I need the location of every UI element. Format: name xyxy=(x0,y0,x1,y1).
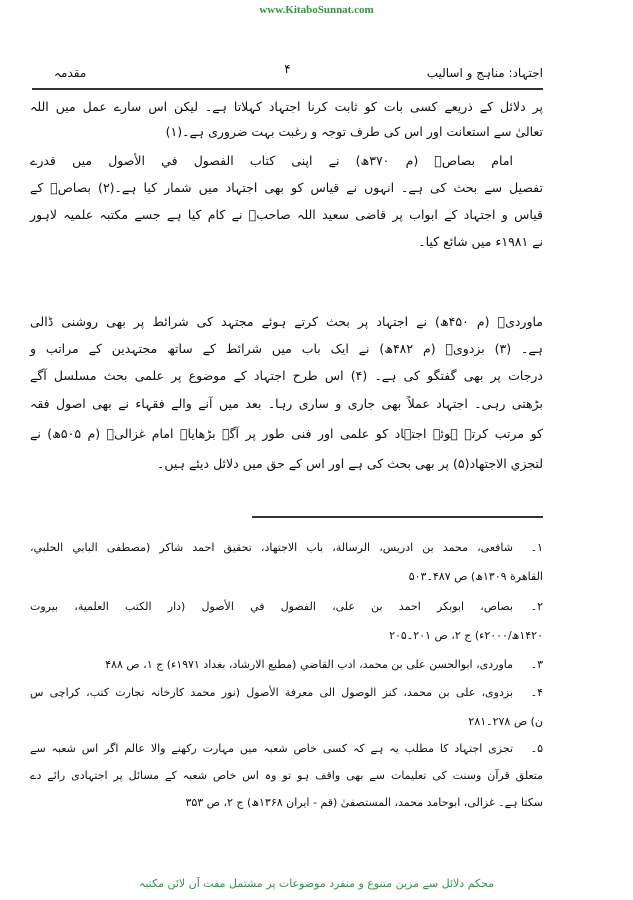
footnote-text: بصاص، ابوبکر احمد بن علی، الفصول في الأصول (دار الكتب العلمية، بیروت xyxy=(30,600,513,613)
footnote-divider xyxy=(252,516,543,518)
footnote-number: ۳۔ xyxy=(530,658,543,671)
body-line: کو مرتب کرتے ہوئے اجتہاد کو علمی اور فنی طور پر آگے بڑھایا۔ امام غزالیؒ (م ۵۰۵ھ) نے xyxy=(30,426,543,441)
footnote-text: تجزی اجتہاد کا مطلب یہ ہے کہ کسی خاص شعبہ میں مہارت رکھنے والا عالم اگر اس شعبہ سے xyxy=(30,742,513,755)
body-line: ماوردیؒ (م ۴۵۰ھ) نے اجتہاد پر بحث کرتے ہوئے مجتہد کی شرائط پر بھی روشنی ڈالی xyxy=(30,314,543,329)
body-line: امام بصاصؒ (م ۳۷۰ھ) نے اپنی کتاب الفصول في الأصول میں قدرے xyxy=(30,153,513,168)
footnote-3 xyxy=(30,656,543,674)
footnote-5 xyxy=(30,740,543,758)
footnote-line: سکتا ہے۔ غزالی، ابوحامد محمد، المستصفیٰ (قم - ایران ۱۳۶۸ھ) ج ۲، ص ۳۵۳ xyxy=(185,796,543,809)
footnote-number: ۱۔ xyxy=(530,541,543,554)
body-line: بڑھتی رہی۔ اجتہاد عملاً بھی جاری و ساری رہا۔ بعد میں آنے والے فقہاء نے بھی اصول فقہ xyxy=(30,396,543,411)
page-number: ۴ xyxy=(284,62,291,76)
header-divider xyxy=(32,88,543,90)
footnote-number: ۵۔ xyxy=(530,742,543,755)
footnote-text: شافعی، محمد بن ادریس، الرسالة، باب الاجتهاد، تحقیق احمد شاکر (مصطفى البابي الحلبي، xyxy=(30,541,513,554)
watermark-url[interactable]: www.KitaboSunnat.com xyxy=(259,4,374,16)
footnote-line: ن) ص ۲۷۸۔۲۸۱ xyxy=(468,715,543,728)
body-line: قیاس و اجتہاد کے ابواب پر قاضی سعید اللہ صاحبؒ نے کام کیا ہے جسے مکتبہ علمیہ لاہور xyxy=(30,207,543,222)
section-title: مقدمہ xyxy=(54,66,87,80)
footnote-line: ۱۴۲۰ھ/۲۰۰۰ء) ج ۲، ص ۲۰۱۔۲۰۵ xyxy=(389,629,543,642)
footnote-line: القاهرة ۱۳۰۹ھ) ص ۴۸۷۔۵۰۳ xyxy=(408,570,543,583)
footnote-number: ۴۔ xyxy=(530,686,543,699)
body-line: لتجزي الاجتهاد(۵) پر بھی بحث کی ہے اور اس کے حق میں دلائل دیئے ہیں۔ xyxy=(157,456,543,471)
footnote-text: ماوردی، ابوالحسن علی بن محمد، ادب القاضي (مطبع الارشاد، بغداد ۱۹۷۱ء) ج ۱، ص ۴۸۸ xyxy=(105,658,513,671)
body-line: ہے۔ (۳) بزدویؒ (م ۴۸۲ھ) نے ایک باب میں شرائط کے ساتھ مجتہدین کے مراتب و xyxy=(30,341,543,356)
body-line: تفصیل سے بحث کی ہے۔ انہوں نے قیاس کو بھی اجتہاد میں شمار کیا ہے۔(۲) بصاصؒ کے xyxy=(30,180,543,195)
footnote-number: ۲۔ xyxy=(530,600,543,613)
running-header xyxy=(32,62,543,84)
book-title: اجتہاد: مناہج و اسالیب xyxy=(426,66,543,80)
footnote-line: متعلق قرآن وسنت کی تعلیمات سے بھی واقف ہو تو وہ اس خاص شعبہ کے مسائل پر اجتہادی رائے دے xyxy=(30,769,543,782)
body-line: درجات پر بھی گفتگو کی ہے۔ (۴) اس طرح اجتہاد کے موضوع پر علمی بحث مسلسل آگے xyxy=(30,368,543,383)
footnote-text: بزدوی، علی بن محمد، كنز الوصول الى معرفة الأصول (نور محمد کارخانہ تجارت کتب، کراچی س xyxy=(30,686,513,699)
footnote-2 xyxy=(30,598,543,616)
footer-tagline: محکم دلائل سے مزین متنوع و منفرد موضوعات پر مشتمل مفت آن لائن مکتبہ xyxy=(138,877,495,890)
body-line: پر دلائل کے ذریعے کسی بات کو ثابت کرنا اجتہاد کہلاتا ہے۔ لیکن اس سارے عمل میں اللہ xyxy=(30,99,543,114)
body-line: نے ۱۹۸۱ء میں شائع کیا۔ xyxy=(418,234,543,249)
body-line: تعالیٰ سے استعانت اور اس کی طرف توجہ و رغبت بہت ضروری ہے۔(۱) xyxy=(165,124,543,139)
footnote-4 xyxy=(30,684,543,702)
footnote-1 xyxy=(30,539,543,557)
